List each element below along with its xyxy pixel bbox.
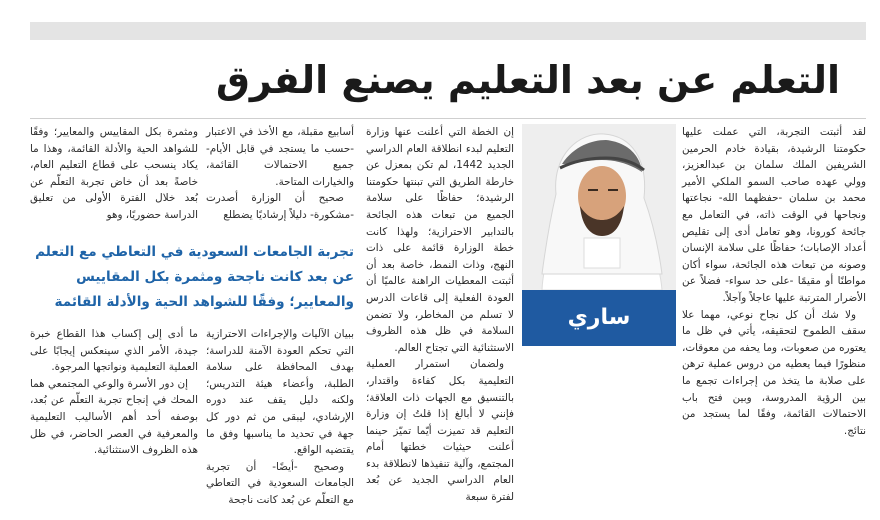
paragraph: صحيح أن الوزارة أصدرت -مشكورة- دليلاً إرشاديًا يضطلع — [206, 192, 354, 221]
header-divider — [30, 118, 866, 119]
column-4-bottom — [30, 326, 198, 516]
paragraph: ومثمرة بكل المقاييس والمعايير؛ وفقًا للشواهد الحية والأدلة القائمة، وهذا ما يكاد ينسحب على قطاع التعليم العام، خاصةً بعد أن خاض تجربة التعلّم عن بُعد خلال الفترة الأولى من تعليق الدراسة حضوريًا، وهو — [30, 126, 198, 221]
author-portrait-icon — [522, 124, 676, 290]
paragraph: إن دور الأسرة والوعي المجتمعي هما المحك في إنجاح تجربة التعلّم عن بُعد، بوصفه أحد أهم الأساليب التعليمية والمعرفية في العصر الحاضر، في ظل هذه الظروف الاستثنائية. — [30, 377, 198, 457]
paragraph: إن الخطة التي أعلنت عنها وزارة التعليم لبدء انطلاقة العام الدراسي الجديد 1442، لم تكن بمعزل عن خارطة الطريق التي تبنتها حكومتنا الرشيدة؛ حفاظًا على سلامة الجميع من تبعات هذه الجائحة بالتدابير الاحترازية؛ ولهذا كانت خطة الوزارة قائمة على ذات النهج، وذات النمط، خاصة بعد أن أثبتت المعطيات الراهنة عالميًا أن العودة الفعلية إلى قاعات الدرس لا تسلم من المخاطر، ولا تضمن السلامة في ظل هذه الظروف الاستثنائية التي تجتاح العالم. — [366, 126, 514, 354]
author-photo — [522, 124, 676, 290]
paragraph: ما أدى إلى إكساب هذا القطاع خبرة جيدة، الأمر الذي سينعكس إيجابًا على العملية التعليمية ونواتجها المرجوة. — [30, 328, 198, 374]
author-name-bar — [522, 290, 676, 386]
column-4-top — [30, 124, 198, 234]
column-1 — [682, 124, 866, 514]
paragraph: ببيان الآليات والإجراءات الاحترازية التي تحكم العودة الآمنة للدراسة؛ بهدف المحافظة على سلامة الطلبة، وأعضاء هيئة التدريس؛ ولكنه دليل يقف عند دوره الإرشادي، ليبقى من ثم دور كل جهة في تحديد ما يناسبها وفق ما يقتضيه الواقع. — [206, 328, 354, 457]
paragraph: أسابيع مقبلة، مع الأخذ في الاعتبار -حسب ما يستجد في قابل الأيام- جميع الاحتمالات القائمة، والخيارات المتاحة. — [206, 126, 354, 188]
paragraph: ولضمان استمرار العملية التعليمية بكل كفاءة واقتدار، بالتنسيق مع الجهات ذات العلاقة؛ فإنني لا أبالغ إذا قلتُ إن وزارة التعليم قد تميزت أيّما تميّز حينما أعلنت حيثيات خطتها أمام المجتمع، وآلية تنفيذها لانطلاقة بدء العام الدراسي الجديد عن بُعد لفترة سبعة — [366, 358, 514, 504]
top-gray-bar — [30, 22, 866, 40]
pull-quote-subheading: تجربة الجامعات السعودية في التعاطي مع التعلم عن بعد كانت ناجحة ومثمرة بكل المقاييس والمعايير؛ وفقًا للشواهد الحية والأدلة القائمة — [35, 244, 354, 310]
column-3-bottom — [206, 326, 354, 516]
article-headline: التعلم عن بعد التعليم يصنع الفرق — [215, 58, 840, 102]
column-2 — [366, 124, 514, 514]
paragraph: لقد أثبتت التجربة، التي عملت عليها حكومتنا الرشيدة، بقيادة خادم الحرمين الشريفين الملك سلمان بن عبدالعزيز، وولي عهده صاحب السمو الملكي الأمير محمد بن سلمان -حفظهما الله- نجاعتها ونجاحها في الوقت ذاته، في التعامل مع جائحة كورونا، وهو تعامل أدى إلى تقليص أعداد الإصابات؛ حفاظًا على سلامة الإنسان وصونه من تبعات هذه الجائحة، سواء أكان مواطنًا أو مقيمًا -على حد سواء- فضلاً عن الأضرار المترتبة عليها عاجلاً وآجلاً. — [682, 126, 866, 304]
author-name: ساري الزهراني — [550, 305, 648, 386]
paragraph: وصحيح -أيضًا- أن تجربة الجامعات السعودية في التعاطي مع التعلّم عن بُعد كانت ناجحة — [206, 460, 354, 506]
paragraph: ولا شك أن كل نجاح نوعي، مهما علا سقف الطموح لتحقيقه، يأتي في ظل ما يعتوره من صعوبات، وما يحفه من معوقات، منظورًا فيما يعطيه من دروس عملية ترهن على صلابة ما يتخذ من إجراءات تجمع ما بين الرؤية المدروسة، وبين فتح باب الاحتمالات القائمة، وفقًا لما يستجد من نتائج. — [682, 308, 866, 437]
column-3-top — [206, 124, 354, 234]
